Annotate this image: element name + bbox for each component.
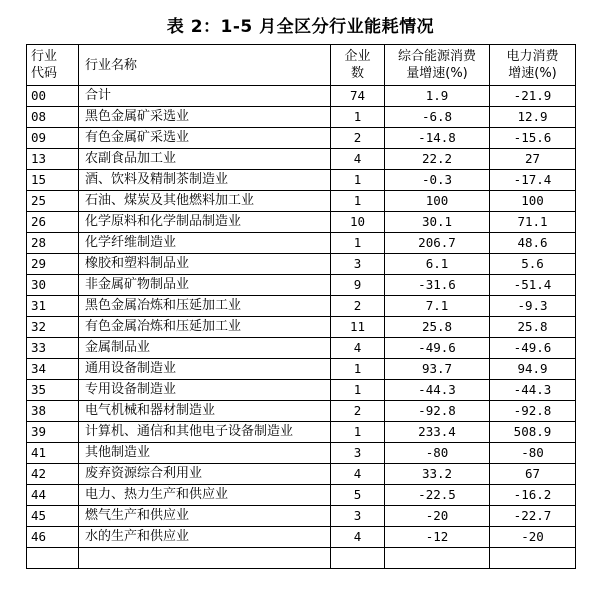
cell-power-growth: 94.9 [490, 359, 576, 380]
blank-row [27, 548, 576, 569]
cell-name: 化学纤维制造业 [79, 233, 331, 254]
cell-count: 3 [331, 443, 385, 464]
cell-name: 农副食品加工业 [79, 149, 331, 170]
header-count-line1: 企业 [344, 49, 371, 64]
cell-power-growth: -49.6 [490, 338, 576, 359]
cell-energy-growth: 30.1 [385, 212, 490, 233]
cell-energy-growth: -49.6 [385, 338, 490, 359]
table-row [27, 275, 576, 296]
table-row [27, 443, 576, 464]
cell-energy-growth: 7.1 [385, 296, 490, 317]
cell-name: 电力、热力生产和供应业 [79, 485, 331, 506]
cell-energy-growth: -80 [385, 443, 490, 464]
table-row [27, 317, 576, 338]
cell-name: 有色金属冶炼和压延加工业 [79, 317, 331, 338]
cell-name: 金属制品业 [79, 338, 331, 359]
cell-count: 10 [331, 212, 385, 233]
header-code-line1: 行业 [31, 49, 58, 64]
cell-code: 44 [27, 485, 79, 506]
cell-energy-growth: -0.3 [385, 170, 490, 191]
header-energy-line2: 量增速(%) [406, 66, 468, 81]
cell-count: 1 [331, 107, 385, 128]
cell-name: 水的生产和供应业 [79, 527, 331, 548]
header-power-line1: 电力消费 [506, 49, 559, 64]
cell-power-growth: 508.9 [490, 422, 576, 443]
cell-energy-growth: 25.8 [385, 317, 490, 338]
cell-count: 4 [331, 338, 385, 359]
table-row [27, 296, 576, 317]
cell-code: 41 [27, 443, 79, 464]
table-row [27, 149, 576, 170]
table-row [27, 107, 576, 128]
cell-name: 废弃资源综合利用业 [79, 464, 331, 485]
cell-count: 3 [331, 506, 385, 527]
cell-code: 00 [27, 86, 79, 107]
blank-cell [490, 548, 576, 569]
header-count [331, 45, 385, 86]
header-code [27, 45, 79, 86]
cell-power-growth: 5.6 [490, 254, 576, 275]
table-row [27, 128, 576, 149]
cell-count: 1 [331, 359, 385, 380]
cell-name: 非金属矿物制品业 [79, 275, 331, 296]
cell-name: 通用设备制造业 [79, 359, 331, 380]
cell-count: 4 [331, 149, 385, 170]
table-row [27, 359, 576, 380]
cell-count: 2 [331, 401, 385, 422]
table-row [27, 212, 576, 233]
cell-energy-growth: 233.4 [385, 422, 490, 443]
cell-count: 74 [331, 86, 385, 107]
cell-code: 25 [27, 191, 79, 212]
cell-count: 3 [331, 254, 385, 275]
cell-code: 13 [27, 149, 79, 170]
cell-power-growth: 25.8 [490, 317, 576, 338]
table-body [27, 86, 576, 569]
table-row [27, 422, 576, 443]
table-row [27, 170, 576, 191]
cell-count: 1 [331, 422, 385, 443]
table-row [27, 380, 576, 401]
table-row [27, 485, 576, 506]
cell-code: 32 [27, 317, 79, 338]
table-row [27, 86, 576, 107]
header-count-line2: 数 [350, 66, 364, 81]
cell-code: 42 [27, 464, 79, 485]
cell-name: 橡胶和塑料制品业 [79, 254, 331, 275]
cell-power-growth: -20 [490, 527, 576, 548]
cell-power-growth: -92.8 [490, 401, 576, 422]
cell-name: 专用设备制造业 [79, 380, 331, 401]
cell-energy-growth: 22.2 [385, 149, 490, 170]
cell-code: 15 [27, 170, 79, 191]
cell-name: 黑色金属矿采选业 [79, 107, 331, 128]
cell-energy-growth: 6.1 [385, 254, 490, 275]
cell-count: 1 [331, 233, 385, 254]
energy-table [26, 44, 576, 569]
cell-energy-growth: -44.3 [385, 380, 490, 401]
header-power [490, 45, 576, 86]
cell-power-growth: -21.9 [490, 86, 576, 107]
cell-count: 2 [331, 296, 385, 317]
cell-name: 酒、饮料及精制茶制造业 [79, 170, 331, 191]
cell-name: 计算机、通信和其他电子设备制造业 [79, 422, 331, 443]
blank-cell [385, 548, 490, 569]
cell-count: 2 [331, 128, 385, 149]
cell-power-growth: 100 [490, 191, 576, 212]
cell-code: 38 [27, 401, 79, 422]
cell-energy-growth: -14.8 [385, 128, 490, 149]
header-energy-line1: 综合能源消费 [397, 49, 476, 64]
cell-power-growth: -44.3 [490, 380, 576, 401]
cell-count: 1 [331, 170, 385, 191]
cell-power-growth: 27 [490, 149, 576, 170]
cell-power-growth: -16.2 [490, 485, 576, 506]
table-row [27, 191, 576, 212]
cell-code: 08 [27, 107, 79, 128]
cell-code: 46 [27, 527, 79, 548]
cell-name: 其他制造业 [79, 443, 331, 464]
cell-energy-growth: -31.6 [385, 275, 490, 296]
cell-code: 33 [27, 338, 79, 359]
cell-power-growth: 48.6 [490, 233, 576, 254]
cell-power-growth: -15.6 [490, 128, 576, 149]
table-row [27, 401, 576, 422]
cell-power-growth: -9.3 [490, 296, 576, 317]
table-row [27, 464, 576, 485]
blank-cell [79, 548, 331, 569]
table-row [27, 506, 576, 527]
cell-code: 35 [27, 380, 79, 401]
table-row [27, 527, 576, 548]
cell-count: 5 [331, 485, 385, 506]
table-row [27, 233, 576, 254]
cell-energy-growth: 1.9 [385, 86, 490, 107]
header-name: 行业名称 [79, 45, 331, 86]
cell-energy-growth: 93.7 [385, 359, 490, 380]
cell-count: 4 [331, 464, 385, 485]
cell-code: 28 [27, 233, 79, 254]
cell-code: 31 [27, 296, 79, 317]
cell-energy-growth: -22.5 [385, 485, 490, 506]
cell-name: 石油、煤炭及其他燃料加工业 [79, 191, 331, 212]
table-title: 表 2：1-5 月全区分行业能耗情况 [166, 17, 435, 37]
cell-code: 26 [27, 212, 79, 233]
cell-power-growth: -51.4 [490, 275, 576, 296]
cell-code: 39 [27, 422, 79, 443]
cell-name: 化学原料和化学制品制造业 [79, 212, 331, 233]
header-power-line2: 增速(%) [508, 66, 557, 81]
cell-code: 30 [27, 275, 79, 296]
cell-count: 11 [331, 317, 385, 338]
header-code-line2: 代码 [31, 66, 58, 81]
cell-energy-growth: -20 [385, 506, 490, 527]
cell-name: 电气机械和器材制造业 [79, 401, 331, 422]
cell-power-growth: -22.7 [490, 506, 576, 527]
cell-energy-growth: -6.8 [385, 107, 490, 128]
table-row [27, 338, 576, 359]
cell-name: 有色金属矿采选业 [79, 128, 331, 149]
cell-power-growth: -80 [490, 443, 576, 464]
header-energy [385, 45, 490, 86]
cell-count: 1 [331, 380, 385, 401]
cell-code: 09 [27, 128, 79, 149]
cell-power-growth: 71.1 [490, 212, 576, 233]
cell-code: 34 [27, 359, 79, 380]
blank-cell [331, 548, 385, 569]
cell-energy-growth: -92.8 [385, 401, 490, 422]
cell-count: 4 [331, 527, 385, 548]
cell-count: 1 [331, 191, 385, 212]
cell-power-growth: 67 [490, 464, 576, 485]
cell-power-growth: -17.4 [490, 170, 576, 191]
cell-energy-growth: 206.7 [385, 233, 490, 254]
cell-power-growth: 12.9 [490, 107, 576, 128]
cell-energy-growth: -12 [385, 527, 490, 548]
blank-cell [27, 548, 79, 569]
table-row [27, 254, 576, 275]
cell-code: 29 [27, 254, 79, 275]
cell-name: 黑色金属冶炼和压延加工业 [79, 296, 331, 317]
cell-name: 燃气生产和供应业 [79, 506, 331, 527]
table-header [27, 45, 576, 86]
cell-energy-growth: 33.2 [385, 464, 490, 485]
cell-energy-growth: 100 [385, 191, 490, 212]
cell-code: 45 [27, 506, 79, 527]
cell-count: 9 [331, 275, 385, 296]
cell-name: 合计 [79, 86, 331, 107]
